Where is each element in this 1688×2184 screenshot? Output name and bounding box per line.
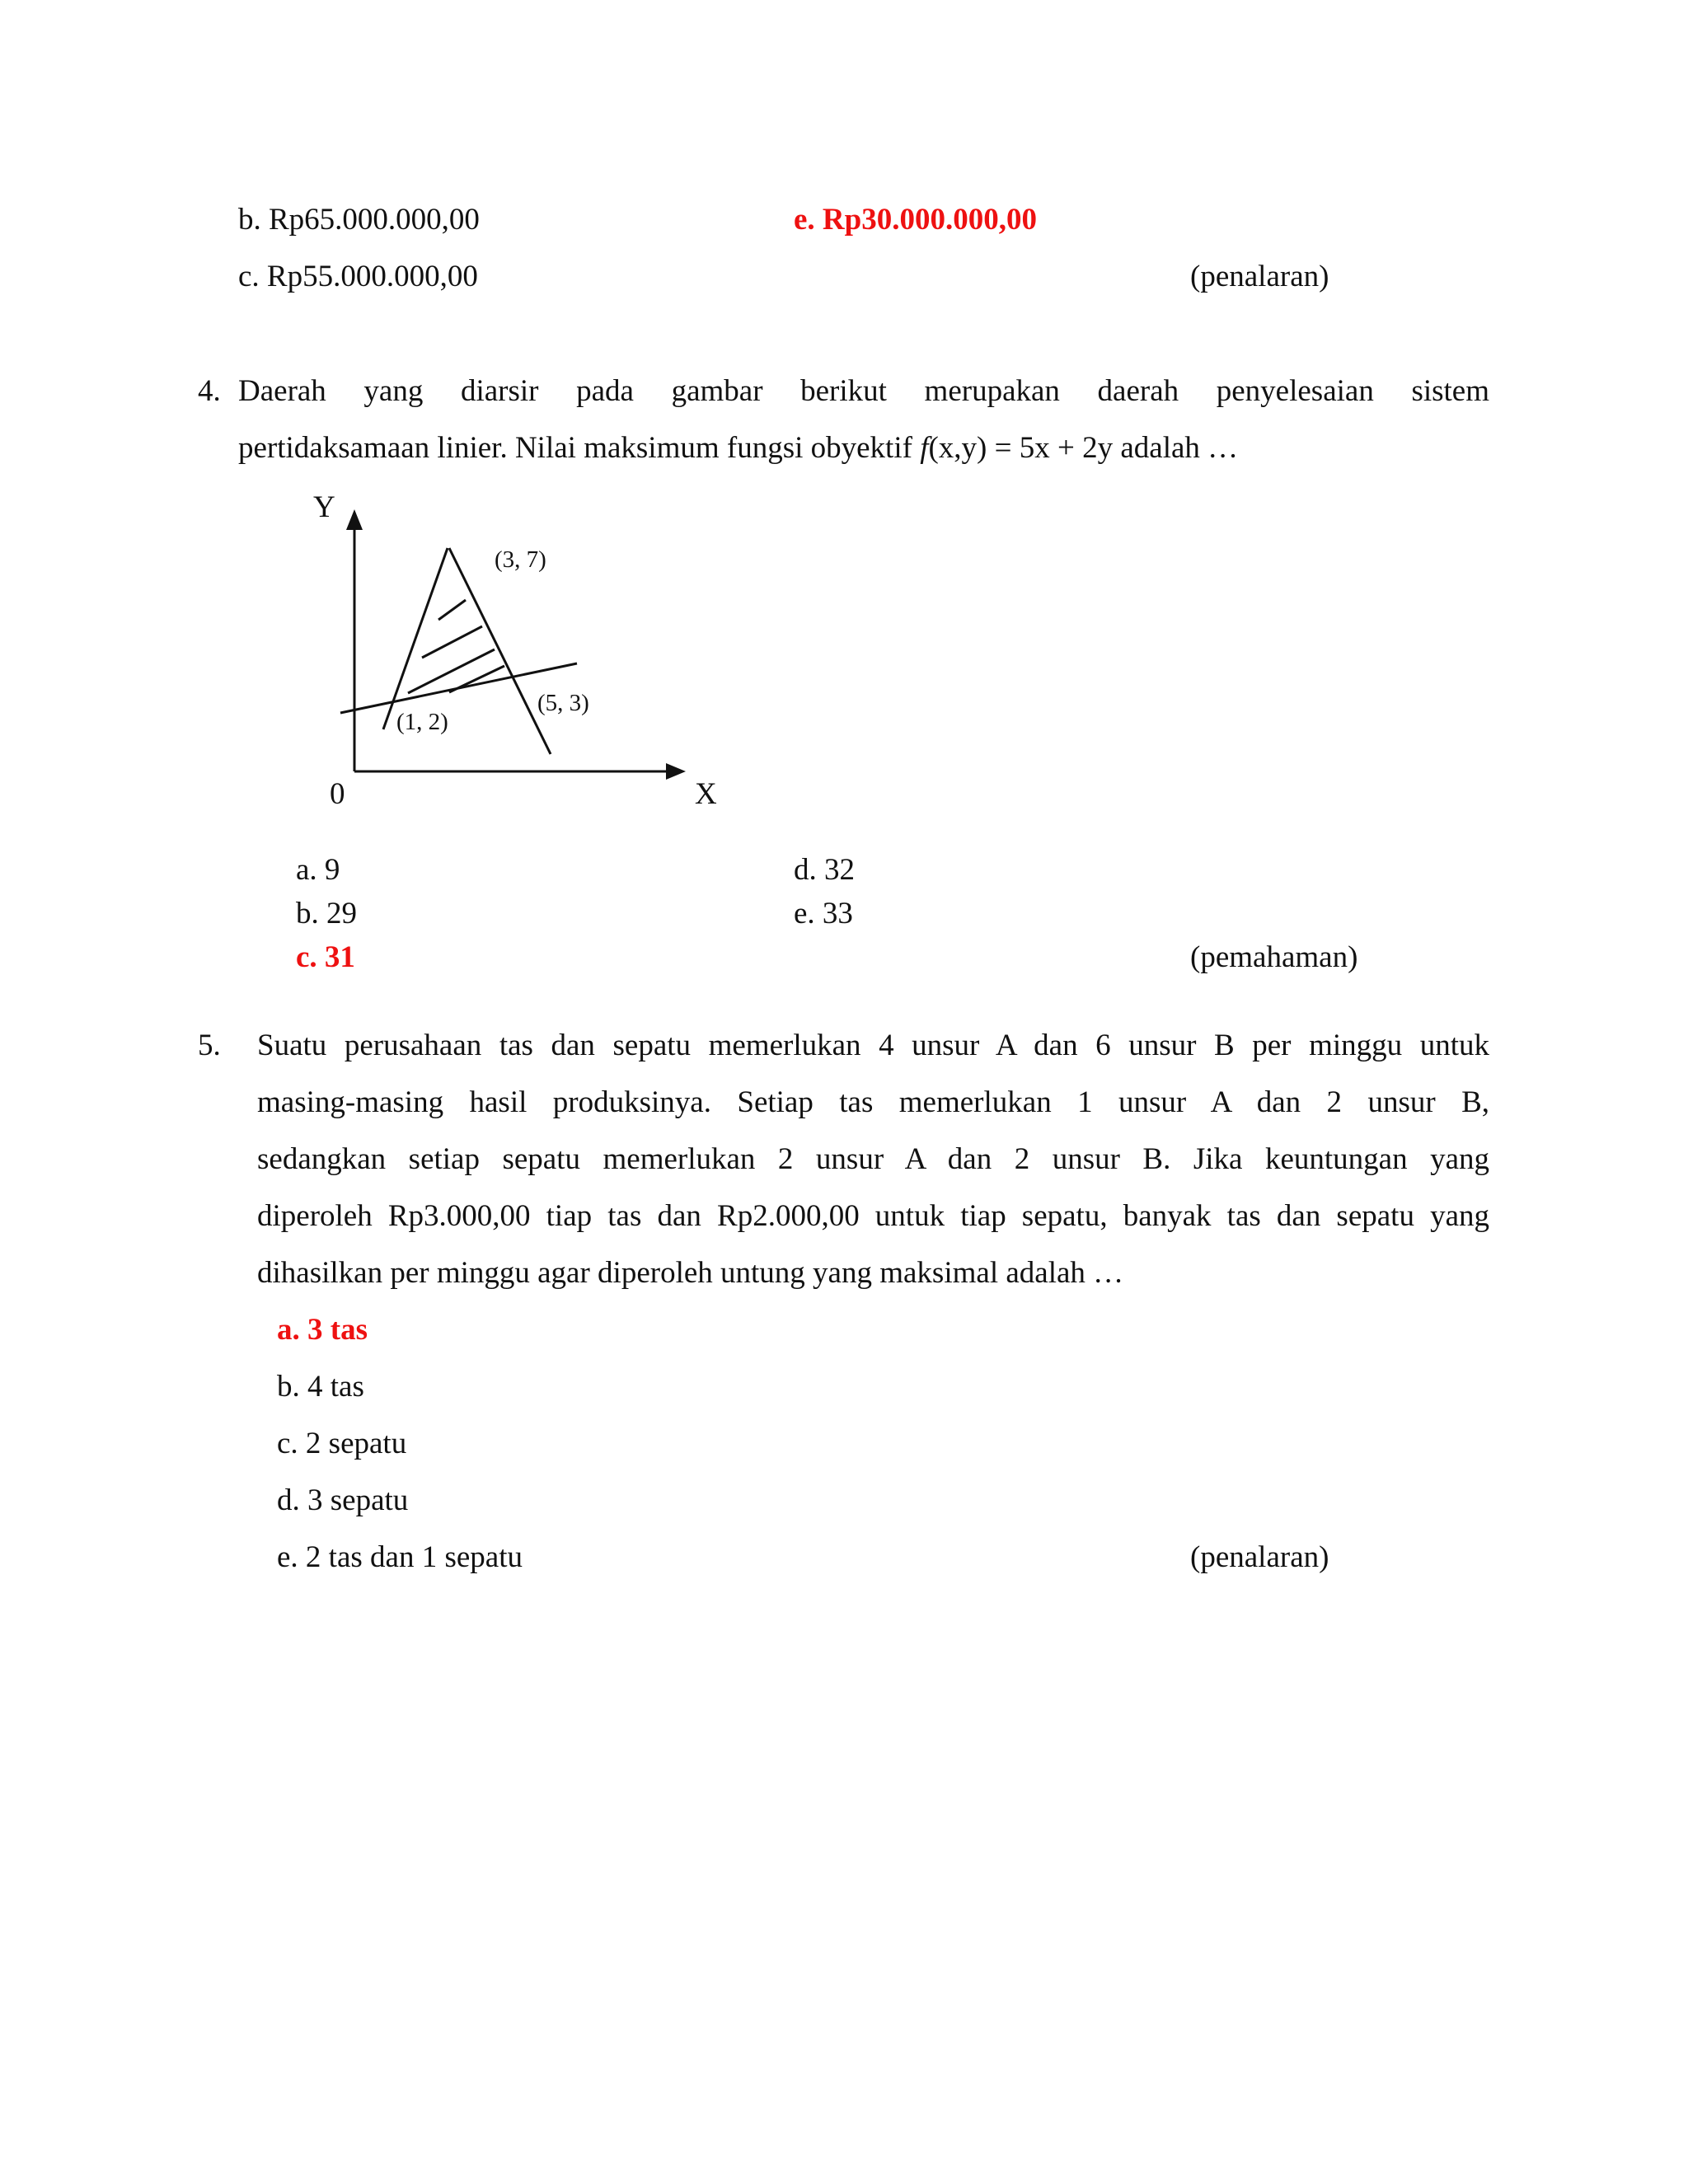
q3-option-e-answer: e. Rp30.000.000,00: [794, 203, 1037, 237]
q5-text-line: sedangkan setiap sepatu memerlukan 2 unsur A dan 2 unsur B. Jika keuntungan yang: [257, 1142, 1489, 1176]
hatch-1: [438, 600, 466, 620]
y-axis-label: Y: [313, 490, 335, 524]
q5-option-c: c. 2 sepatu: [277, 1427, 407, 1460]
q3-option-c: c. Rp55.000.000,00: [238, 260, 478, 293]
point-label-right: (5, 3): [537, 690, 589, 716]
origin-label: 0: [330, 777, 345, 811]
line-right: [449, 548, 551, 754]
q5-option-e: e. 2 tas dan 1 sepatu: [277, 1540, 523, 1574]
q5-text-line: Suatu perusahaan tas dan sepatu memerlukan 4 unsur A dan 6 unsur B per minggu untuk: [257, 1029, 1489, 1062]
q5-text-line: dihasilkan per minggu agar diperoleh untung yang maksimal adalah …: [257, 1256, 1124, 1290]
q4-number: 4.: [198, 374, 221, 408]
q5-option-d: d. 3 sepatu: [277, 1483, 409, 1517]
q4-option-c-answer: c. 31: [296, 940, 355, 974]
q5-category: (penalaran): [1190, 1540, 1329, 1574]
q4-text-line2-a: pertidaksamaan linier. Nilai maksimum fungsi obyektif: [238, 431, 921, 465]
q3-category: (penalaran): [1190, 260, 1329, 293]
q5-option-a-answer: a. 3 tas: [277, 1313, 368, 1347]
point-label-left: (1, 2): [396, 709, 448, 735]
line-left: [383, 548, 448, 729]
q5-text-line: diperoleh Rp3.000,00 tiap tas dan Rp2.000,00 untuk tiap sepatu, banyak tas dan sepatu yang: [257, 1199, 1489, 1233]
q3-option-b: b. Rp65.000.000,00: [238, 203, 480, 237]
q5-text: [257, 1017, 1489, 1301]
q5-number: 5.: [198, 1029, 221, 1062]
q4-option-a: a. 9: [296, 853, 340, 887]
y-axis-arrow-icon: [346, 509, 363, 530]
x-axis-label: X: [695, 777, 717, 811]
hatch-3: [408, 649, 495, 693]
line-bottom: [340, 663, 577, 713]
q4-option-d: d. 32: [794, 853, 855, 887]
q5-text-line: masing-masing hasil produksinya. Setiap tas memerlukan 1 unsur A dan 2 unsur B,: [257, 1085, 1489, 1119]
q5-option-b: b. 4 tas: [277, 1370, 364, 1404]
q4-option-e: e. 33: [794, 897, 853, 930]
q4-text-line2-f: f: [920, 431, 929, 465]
point-label-top: (3, 7): [495, 546, 546, 573]
x-axis-arrow-icon: [666, 763, 686, 780]
hatch-4: [449, 666, 504, 692]
q4-text-line1: Daerah yang diarsir pada gambar berikut merupakan daerah penyelesaian sistem: [238, 374, 1489, 408]
q4-option-b: b. 29: [296, 897, 357, 930]
q4-text-line2: [238, 433, 1238, 463]
hatch-2: [422, 626, 482, 658]
q4-category: (pemahaman): [1190, 940, 1358, 974]
q4-text-line2-b: (x,y) = 5x + 2y adalah …: [928, 431, 1239, 465]
